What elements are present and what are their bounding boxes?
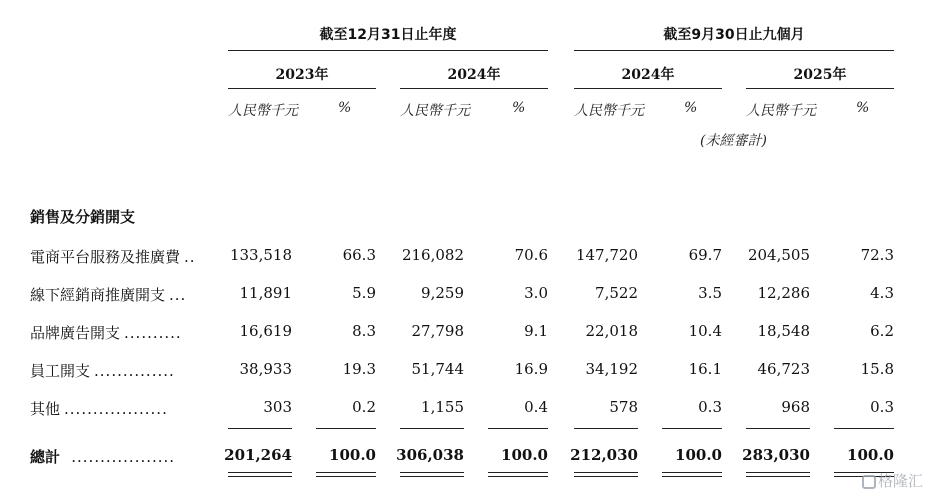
total-double-line-1a [228,472,292,473]
year-header-2024b: 2024年 [621,67,675,83]
total-double-line-7a [746,472,810,473]
unit-rmb-3: 人民幣千元 [574,103,644,119]
cell-amount: 147,720 [575,246,638,264]
year-underline-4 [746,88,894,89]
year-header-2024a: 2024年 [447,67,501,83]
cell-amount: 16,619 [239,322,292,340]
subtotal-line-7 [746,428,810,429]
total-double-line-5b [574,476,638,477]
total-amount: 306,038 [396,446,464,464]
cell-percent: 0.4 [524,398,548,416]
year-header-2025: 2025年 [793,67,847,83]
cell-percent: 6.2 [870,322,894,340]
total-double-line-4b [488,476,548,477]
row-label [30,322,182,343]
cell-amount: 22,018 [585,322,638,340]
total-double-line-7b [746,476,810,477]
total-double-line-5a [574,472,638,473]
unit-rmb-2: 人民幣千元 [400,103,470,119]
row-leader-dots: .......... [124,324,182,342]
cell-amount: 133,518 [229,246,292,264]
year-underline-2 [400,88,548,89]
cell-percent: 8.3 [352,322,376,340]
cell-percent: 3.0 [524,284,548,302]
cell-amount: 51,744 [411,360,464,378]
group-underline-2 [574,50,894,51]
unaudited-note: (未經審計) [700,133,767,149]
cell-percent: 66.3 [342,246,376,264]
total-percent: 100.0 [675,446,722,464]
watermark [862,470,923,491]
cell-amount: 1,155 [421,398,464,416]
cell-amount: 578 [609,398,638,416]
cell-amount: 46,723 [757,360,810,378]
unit-rmb-1: 人民幣千元 [228,103,298,119]
unit-pct-4: % [856,100,870,116]
cell-amount: 303 [263,398,292,416]
total-percent: 100.0 [847,446,894,464]
total-double-line-3a [400,472,464,473]
cell-percent: 10.4 [688,322,722,340]
cell-percent: 5.9 [352,284,376,302]
unit-pct-2: % [512,100,526,116]
total-double-line-6b [662,476,722,477]
cell-percent: 9.1 [524,322,548,340]
row-label [30,398,168,419]
cell-percent: 0.3 [698,398,722,416]
total-double-line-2b [316,476,376,477]
cell-percent: 15.8 [860,360,894,378]
total-double-line-2a [316,472,376,473]
total-leader-dots: .................. [71,448,176,466]
cell-amount: 204,505 [747,246,810,264]
cell-percent: 16.1 [688,360,722,378]
cell-amount: 12,286 [757,284,810,302]
row-label-text: 其他 [30,400,61,418]
cell-amount: 18,548 [757,322,810,340]
subtotal-line-6 [662,428,722,429]
cell-percent: 0.3 [870,398,894,416]
row-leader-dots: ... [169,286,187,304]
total-double-line-4a [488,472,548,473]
group-header-fiscal-year: 截至12月31日止年度 [319,27,457,43]
row-label [30,246,196,267]
subtotal-line-3 [400,428,464,429]
subtotal-line-8 [834,428,894,429]
total-percent: 100.0 [501,446,548,464]
total-amount: 283,030 [742,446,810,464]
group-header-nine-months: 截至9月30日止九個月 [663,27,805,43]
row-leader-dots: .. [184,248,196,266]
row-label [30,284,186,305]
total-amount: 201,264 [224,446,292,464]
cell-percent: 19.3 [342,360,376,378]
subtotal-line-1 [228,428,292,429]
total-label-text: 總計 [30,448,61,466]
watermark-logo-icon [862,475,876,489]
cell-amount: 968 [781,398,810,416]
row-label-text: 品牌廣告開支 [30,324,121,342]
unit-pct-1: % [338,100,352,116]
year-header-2023: 2023年 [275,67,329,83]
total-double-line-3b [400,476,464,477]
unit-pct-3: % [684,100,698,116]
year-underline-1 [228,88,376,89]
row-leader-dots: .................. [64,400,168,418]
total-percent: 100.0 [329,446,376,464]
cell-amount: 7,522 [595,284,638,302]
total-label [30,446,175,467]
watermark-text: 格隆汇 [878,472,924,490]
row-label-text: 員工開支 [30,362,91,380]
row-label [30,360,175,381]
cell-amount: 27,798 [411,322,464,340]
row-label-text: 電商平台服務及推廣費 [30,248,181,266]
subtotal-line-4 [488,428,548,429]
group-underline-1 [228,50,548,51]
total-double-line-1b [228,476,292,477]
cell-percent: 0.2 [352,398,376,416]
row-leader-dots: .............. [94,362,175,380]
cell-percent: 16.9 [514,360,548,378]
unit-rmb-4: 人民幣千元 [746,103,816,119]
total-double-line-6a [662,472,722,473]
cell-percent: 4.3 [870,284,894,302]
year-underline-3 [574,88,722,89]
cell-amount: 38,933 [239,360,292,378]
subtotal-line-5 [574,428,638,429]
cell-percent: 70.6 [514,246,548,264]
total-amount: 212,030 [570,446,638,464]
cell-amount: 11,891 [239,284,292,302]
section-title: 銷售及分銷開支 [30,208,136,226]
cell-percent: 3.5 [698,284,722,302]
cell-amount: 9,259 [421,284,464,302]
cell-amount: 216,082 [401,246,464,264]
subtotal-line-2 [316,428,376,429]
cell-amount: 34,192 [585,360,638,378]
row-label-text: 線下經銷商推廣開支 [30,286,166,304]
cell-percent: 69.7 [688,246,722,264]
cell-percent: 72.3 [860,246,894,264]
